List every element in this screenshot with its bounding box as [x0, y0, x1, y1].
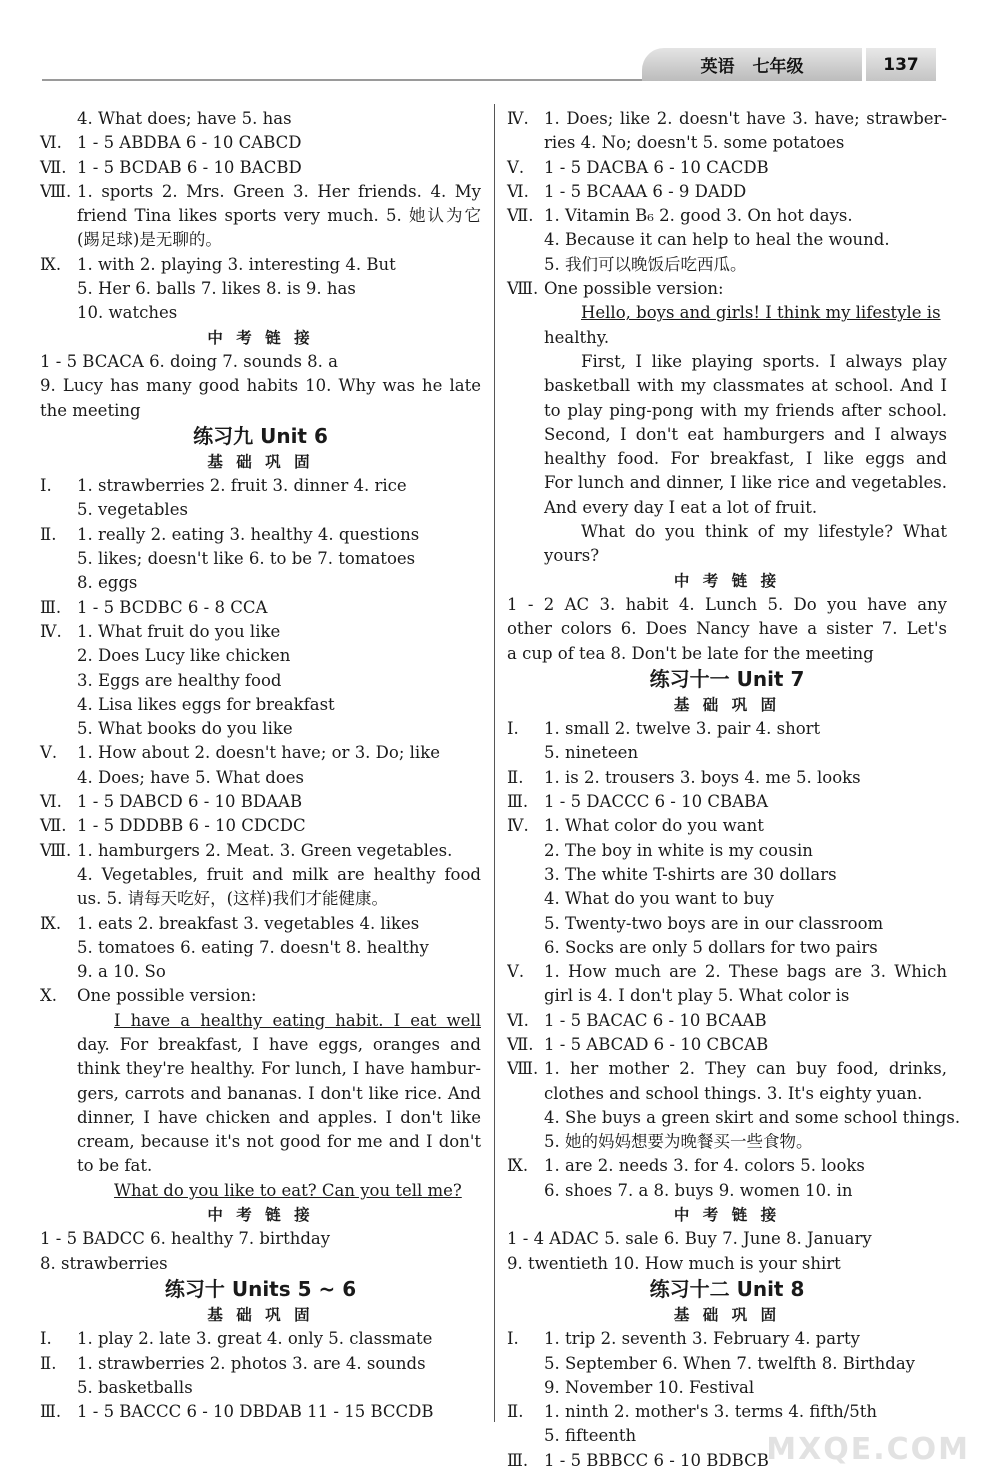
page-number: 137 — [866, 48, 936, 81]
answer-line — [507, 617, 947, 641]
line-text: 1. really 2. eating 3. healthy 4. questions — [77, 524, 420, 544]
answer-line — [507, 253, 947, 277]
line-text: 练习十 Units 5 ~ 6 — [164, 1276, 357, 1301]
line-text: One possible version: — [544, 279, 724, 299]
line-text: I have a healthy eating habit. I eat well — [114, 1010, 481, 1030]
answer-line — [40, 741, 481, 765]
line-text: 9. Lucy has many good habits 10. Why was he late — [40, 376, 481, 396]
line-text: 基 础 巩 固 — [207, 452, 314, 471]
answer-line — [40, 644, 481, 668]
answer-line — [507, 374, 947, 398]
item-number: Ⅷ. — [40, 840, 72, 860]
answer-line — [40, 253, 481, 277]
section-subtitle — [507, 1303, 947, 1327]
line-text: 1. are 2. needs 3. for 4. colors 5. looks — [544, 1156, 865, 1176]
grade-label: 七年级 — [752, 57, 804, 77]
answer-line — [40, 717, 481, 741]
line-text: 基 础 巩 固 — [207, 1305, 314, 1324]
item-number: Ⅱ. — [507, 767, 524, 787]
answer-line — [507, 204, 947, 228]
item-number: Ⅵ. — [40, 133, 62, 153]
line-text: What do you like to eat? Can you tell me? — [114, 1180, 462, 1200]
answer-line — [507, 766, 947, 790]
line-text: 1. eats 2. breakfast 3. vegetables 4. likes — [77, 913, 420, 933]
line-text: us. 5. 请每天吃好，(这样)我们才能健康。 — [77, 889, 388, 909]
line-text: 4. What does; have 5. has — [77, 109, 292, 128]
line-text: Second, I don't eat hamburgers and I always — [544, 424, 947, 444]
answer-line — [40, 790, 481, 814]
answer-line — [40, 277, 481, 301]
answer-line — [40, 350, 481, 374]
line-text: the meeting — [40, 400, 141, 420]
line-text: 1 - 5 BACAC 6 - 10 BCAAB — [544, 1010, 767, 1030]
line-text: to be fat. — [77, 1156, 153, 1176]
section-subtitle — [40, 326, 481, 350]
line-text: And every day I eat a lot of fruit. — [544, 497, 818, 517]
answer-line — [40, 1252, 481, 1276]
answer-line — [40, 1179, 481, 1203]
item-number: Ⅳ. — [507, 109, 529, 128]
line-text: One possible version: — [77, 986, 257, 1006]
item-number: Ⅰ. — [40, 476, 52, 496]
line-text: 1 - 5 BBBCC 6 - 10 BDBCB — [544, 1450, 769, 1470]
line-text: 5. fifteenth — [544, 1426, 637, 1446]
item-number: Ⅸ. — [40, 254, 62, 274]
item-number: Ⅱ. — [507, 1402, 524, 1422]
line-text: 1. her mother 2. They can buy food, drinks, — [544, 1059, 947, 1079]
answer-line — [40, 228, 481, 252]
answer-line — [507, 277, 947, 301]
answer-line — [40, 1106, 481, 1130]
line-text: 4. What do you want to buy — [544, 889, 774, 909]
item-number: Ⅰ. — [507, 1329, 519, 1349]
line-text: 4. Does; have 5. What does — [77, 767, 304, 787]
answer-line — [507, 180, 947, 204]
line-text: 2. Does Lucy like chicken — [77, 646, 291, 666]
section-subtitle — [40, 1203, 481, 1227]
line-text: 基 础 巩 固 — [673, 695, 781, 714]
answer-line — [507, 156, 947, 180]
line-text: 1 - 5 BCDBC 6 - 8 CCA — [77, 597, 268, 617]
answer-line — [40, 523, 481, 547]
answer-line — [40, 1082, 481, 1106]
answer-line — [507, 131, 947, 155]
line-text: 5. September 6. When 7. twelfth 8. Birthday — [544, 1353, 915, 1373]
answer-line — [507, 1154, 947, 1178]
answer-line — [507, 1352, 947, 1376]
answer-line — [40, 766, 481, 790]
line-text: 6. shoes 7. a 8. buys 9. women 10. in — [544, 1180, 853, 1200]
answer-line — [40, 620, 481, 644]
answer-line — [507, 1227, 947, 1251]
line-text: 中 考 链 接 — [207, 328, 314, 347]
item-number: Ⅴ. — [507, 962, 525, 982]
answer-line — [507, 544, 947, 568]
answer-line — [40, 301, 481, 325]
line-text: yours? — [544, 546, 600, 566]
line-text: ries 4. No; doesn't 5. some potatoes — [544, 133, 845, 153]
line-text: 1. What fruit do you like — [77, 621, 281, 641]
line-text: 1. strawberries 2. fruit 3. dinner 4. rice — [77, 476, 407, 496]
line-text: to play ping-pong with my friends after school. — [544, 400, 947, 420]
line-text: 9. a 10. So — [77, 962, 166, 982]
line-text: 2. The boy in white is my cousin — [544, 840, 813, 860]
item-number: Ⅷ. — [40, 181, 72, 201]
line-text: First, I like playing sports. I always play — [581, 351, 947, 371]
answer-line — [40, 1352, 481, 1376]
line-text: 中 考 链 接 — [673, 1206, 781, 1225]
line-text: basketball with my classmates at school. And I — [544, 376, 947, 396]
line-text: 3. Eggs are healthy food — [77, 670, 282, 690]
section-subtitle — [40, 1303, 481, 1327]
line-text: 8. eggs — [77, 573, 138, 593]
answer-line — [507, 350, 947, 374]
answer-line — [507, 423, 947, 447]
answer-line — [507, 399, 947, 423]
item-number: Ⅲ. — [507, 1450, 529, 1470]
line-text: What do you think of my lifestyle? What — [581, 522, 947, 542]
section-title — [40, 423, 481, 450]
answer-line — [507, 863, 947, 887]
line-text: healthy. — [544, 327, 610, 347]
answer-line — [507, 520, 947, 544]
item-number: Ⅶ. — [40, 157, 67, 177]
answer-line — [507, 790, 947, 814]
line-text: 5. likes; doesn't like 6. to be 7. tomatoes — [77, 549, 416, 569]
item-number: Ⅳ. — [507, 816, 529, 836]
answer-line — [507, 228, 947, 252]
line-text: 1 - 5 ABCAD 6 - 10 CBCAB — [544, 1034, 769, 1054]
line-text: 5. basketballs — [77, 1377, 193, 1397]
line-text: girl is 4. I don't play 5. What color is — [544, 986, 850, 1006]
section-subtitle — [507, 693, 947, 717]
answer-line — [40, 547, 481, 571]
item-number: Ⅱ. — [40, 524, 57, 544]
item-number: Ⅰ. — [40, 1329, 52, 1349]
line-text: 5. nineteen — [544, 743, 639, 763]
line-text: dinner, I have chicken and apples. I don't like — [77, 1107, 481, 1127]
line-text: 4. Vegetables, fruit and milk are healthy food — [77, 864, 481, 884]
item-number: Ⅵ. — [40, 792, 62, 812]
answer-line — [507, 1057, 947, 1081]
line-text: 5. Her 6. balls 7. likes 8. is 9. has — [77, 279, 356, 299]
line-text: 练习十一 Unit 7 — [649, 666, 805, 691]
answer-line — [40, 131, 481, 155]
item-number: Ⅶ. — [507, 1034, 534, 1054]
line-text: 1 - 5 BCDAB 6 - 10 BACBD — [77, 157, 302, 177]
answer-line — [40, 1227, 481, 1251]
answer-line — [40, 107, 481, 131]
item-number: Ⅶ. — [507, 206, 534, 226]
answer-line — [40, 1130, 481, 1154]
answer-line — [40, 936, 481, 960]
line-text: 1 - 5 BACCC 6 - 10 DBDAB 11 - 15 BCCDB — [77, 1402, 434, 1422]
item-number: Ⅸ. — [507, 1156, 529, 1176]
section-subtitle — [40, 450, 481, 474]
answer-line — [40, 1009, 481, 1033]
line-text: 5. 我们可以晚饭后吃西瓜。 — [544, 254, 747, 274]
item-number: Ⅸ. — [40, 913, 62, 933]
line-text: a cup of tea 8. Don't be late for the meeting — [507, 643, 874, 663]
line-text: 1. is 2. trousers 3. boys 4. me 5. looks — [544, 767, 861, 787]
answer-line — [507, 593, 947, 617]
line-text: day. For breakfast, I have eggs, oranges and — [77, 1034, 481, 1054]
line-text: 5. vegetables — [77, 500, 188, 520]
line-text: 5. 她的妈妈想要为晚餐买一些食物。 — [544, 1132, 813, 1152]
answer-line — [507, 1033, 947, 1057]
answer-line — [40, 1376, 481, 1400]
line-text: 1 - 5 DABCD 6 - 10 BDAAB — [77, 792, 303, 812]
answer-line — [40, 204, 481, 228]
line-text: healthy food. For breakfast, I like eggs and — [544, 449, 947, 469]
answer-line — [507, 642, 947, 666]
answer-line — [507, 1130, 947, 1154]
line-text: 1. strawberries 2. photos 3. are 4. sounds — [77, 1353, 426, 1373]
item-number: Ⅹ. — [40, 986, 57, 1006]
line-text: think they're healthy. For lunch, I have hambur- — [77, 1059, 481, 1079]
answer-line — [507, 447, 947, 471]
line-text: 1. hamburgers 2. Meat. 3. Green vegetables. — [77, 840, 453, 860]
answer-line — [40, 669, 481, 693]
line-text: 5. What books do you like — [77, 719, 293, 739]
line-text: 9. twentieth 10. How much is your shirt — [507, 1253, 841, 1273]
answer-line — [40, 1154, 481, 1178]
section-title — [507, 1276, 947, 1303]
answer-line — [507, 107, 947, 131]
answer-line — [507, 1376, 947, 1400]
answer-line — [507, 960, 947, 984]
line-text: 1 - 4 ADAC 5. sale 6. Buy 7. June 8. January — [507, 1229, 872, 1249]
line-text: 1. How about 2. doesn't have; or 3. Do; like — [77, 743, 440, 763]
answer-line — [40, 984, 481, 1008]
answer-line — [40, 1057, 481, 1081]
answer-line — [40, 814, 481, 838]
answer-line — [507, 1252, 947, 1276]
answer-line — [40, 1033, 481, 1057]
line-text: 1 - 5 BCAAA 6 - 9 DADD — [544, 181, 747, 201]
answer-line — [40, 912, 481, 936]
answer-line — [507, 936, 947, 960]
line-text: 1 - 5 BADCC 6. healthy 7. birthday — [40, 1229, 331, 1249]
answer-line — [507, 984, 947, 1008]
line-text: 1 - 5 DACCC 6 - 10 CBABA — [544, 792, 769, 812]
section-subtitle — [507, 1203, 947, 1227]
line-text: 5. Twenty-two boys are in our classroom — [544, 913, 884, 933]
line-text: 1. How much are 2. These bags are 3. Which — [544, 962, 947, 982]
line-text: 1 - 2 AC 3. habit 4. Lunch 5. Do you have any — [507, 594, 947, 614]
line-text: 4. Because it can help to heal the wound. — [544, 230, 890, 250]
watermark: MXQE.COM — [766, 1432, 970, 1467]
line-text: 练习十二 Unit 8 — [649, 1276, 805, 1301]
line-text: 10. watches — [77, 303, 178, 323]
line-text: cream, because it's not good for me and I don't — [77, 1132, 481, 1152]
answer-line — [507, 912, 947, 936]
answer-line — [507, 471, 947, 495]
header-rule — [42, 79, 642, 81]
line-text: friend Tina likes sports very much. 5. 她认为它 — [77, 206, 481, 226]
line-text: 中 考 链 接 — [673, 571, 781, 590]
line-text: For lunch and dinner, I like rice and vegetables. — [544, 473, 947, 493]
line-text: 1. small 2. twelve 3. pair 4. short — [544, 719, 821, 739]
answer-line — [40, 571, 481, 595]
line-text: 1. sports 2. Mrs. Green 3. Her friends. 4. My — [77, 181, 481, 201]
section-subtitle — [507, 569, 947, 593]
item-number: Ⅷ. — [507, 279, 539, 299]
answer-line — [507, 717, 947, 741]
subject-label: 英语 — [700, 57, 735, 77]
answer-line — [40, 863, 481, 887]
line-text: 6. Socks are only 5 dollars for two pairs — [544, 937, 878, 957]
answer-line — [507, 1179, 947, 1203]
line-text: 1. trip 2. seventh 3. February 4. party — [544, 1329, 860, 1349]
item-number: Ⅱ. — [40, 1353, 57, 1373]
answer-line — [40, 1327, 481, 1351]
line-text: 1 - 5 ABDBA 6 - 10 CABCD — [77, 133, 302, 153]
line-text: 基 础 巩 固 — [673, 1305, 781, 1324]
answer-line — [507, 839, 947, 863]
line-text: 1. Vitamin B₆ 2. good 3. On hot days. — [544, 206, 853, 226]
line-text: 8. strawberries — [40, 1253, 168, 1273]
line-text: gers, carrots and bananas. I don't like rice. And — [77, 1083, 481, 1103]
item-number: Ⅵ. — [507, 181, 529, 201]
item-number: Ⅳ. — [40, 621, 62, 641]
line-text: 1. with 2. playing 3. interesting 4. But — [77, 254, 396, 274]
line-text: clothes and school things. 3. It's eighty yuan. — [544, 1083, 923, 1103]
answer-line — [40, 180, 481, 204]
line-text: 1 - 5 DDDBB 6 - 10 CDCDC — [77, 816, 306, 836]
item-number: Ⅲ. — [40, 1402, 62, 1422]
item-number: Ⅵ. — [507, 1010, 529, 1030]
column-divider — [494, 104, 495, 1422]
answer-line — [507, 1400, 947, 1424]
line-text: 9. November 10. Festival — [544, 1377, 755, 1397]
line-text: 1. Does; like 2. doesn't have 3. have; strawber- — [544, 109, 947, 128]
right-column — [507, 107, 961, 1473]
line-text: 1. What color do you want — [544, 816, 764, 836]
answer-line — [40, 1400, 481, 1424]
header-subject-tab — [642, 48, 862, 81]
answer-line — [40, 693, 481, 717]
line-text: (踢足球)是无聊的。 — [77, 230, 222, 250]
answer-line — [507, 1327, 947, 1351]
line-text: 中 考 链 接 — [207, 1206, 314, 1225]
line-text: 1 - 5 BCACA 6. doing 7. sounds 8. a — [40, 351, 338, 371]
answer-line — [507, 1009, 947, 1033]
answer-line — [40, 596, 481, 620]
answer-line — [40, 960, 481, 984]
line-text: 4. She buys a green skirt and some school things. — [544, 1107, 961, 1127]
answer-line — [507, 741, 947, 765]
answer-line — [507, 887, 947, 911]
answer-line — [507, 326, 947, 350]
answer-line — [40, 839, 481, 863]
section-title — [507, 666, 947, 693]
answer-line — [40, 498, 481, 522]
item-number: Ⅲ. — [40, 597, 62, 617]
line-text: 练习九 Unit 6 — [193, 423, 328, 448]
answer-line — [40, 887, 481, 911]
item-number: Ⅲ. — [507, 792, 529, 812]
line-text: 3. The white T-shirts are 30 dollars — [544, 864, 837, 884]
answer-line — [40, 374, 481, 398]
item-number: Ⅰ. — [507, 719, 519, 739]
answer-line — [507, 301, 947, 325]
line-text: 5. tomatoes 6. eating 7. doesn't 8. healthy — [77, 937, 429, 957]
answer-line — [507, 1082, 947, 1106]
line-text: other colors 6. Does Nancy have a sister 7. Let's — [507, 619, 947, 639]
line-text: 1. ninth 2. mother's 3. terms 4. fifth/5th — [544, 1402, 878, 1422]
item-number: Ⅴ. — [40, 743, 58, 763]
answer-line — [507, 496, 947, 520]
item-number: Ⅷ. — [507, 1059, 539, 1079]
item-number: Ⅶ. — [40, 816, 67, 836]
answer-line — [40, 156, 481, 180]
line-text: 1. play 2. late 3. great 4. only 5. classmate — [77, 1329, 433, 1349]
left-column — [40, 107, 481, 1424]
item-number: Ⅴ. — [507, 157, 525, 177]
answer-line — [40, 474, 481, 498]
line-text: 4. Lisa likes eggs for breakfast — [77, 694, 335, 714]
section-title — [40, 1276, 481, 1303]
line-text: 1 - 5 DACBA 6 - 10 CACDB — [544, 157, 769, 177]
line-text: Hello, boys and girls! I think my lifestyle is — [581, 303, 941, 323]
answer-line — [40, 399, 481, 423]
answer-line — [507, 814, 947, 838]
answer-line — [507, 1106, 961, 1130]
